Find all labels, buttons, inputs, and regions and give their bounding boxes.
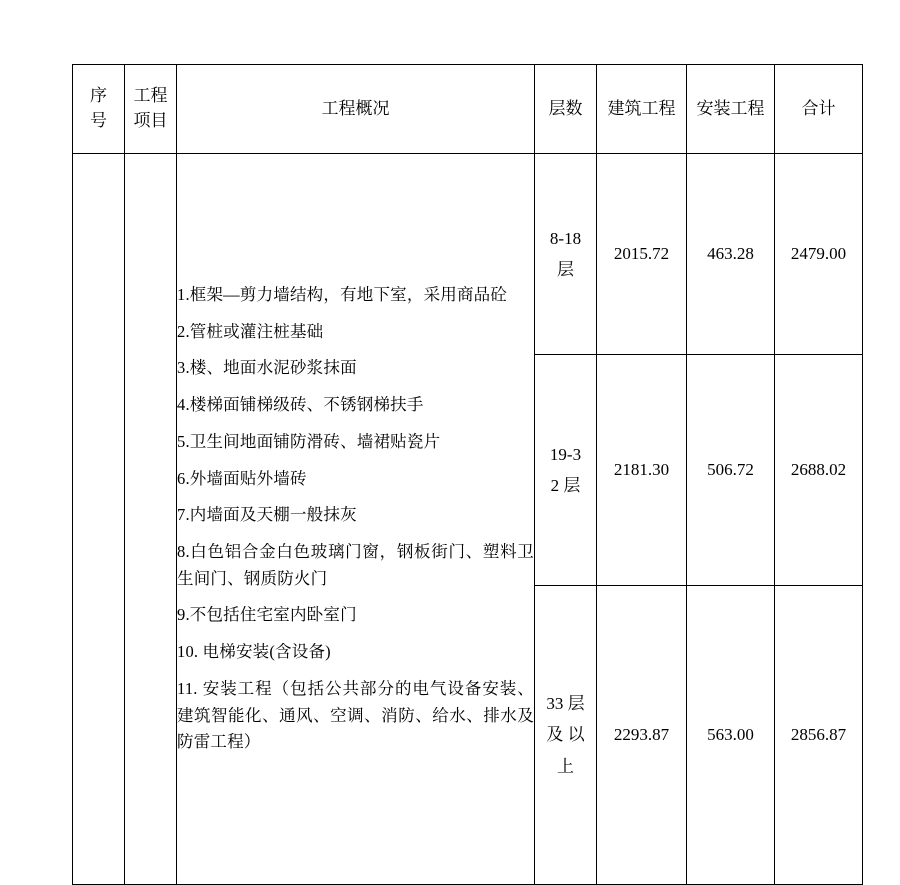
cell-construction-works: 2293.87 [597, 586, 687, 885]
header-project-item-line2: 项目 [133, 111, 168, 130]
floor-label-line2: 层 [557, 260, 574, 279]
cell-construction-works: 2181.30 [597, 355, 687, 586]
header-floor-count: 层数 [535, 65, 597, 154]
engineering-cost-table [72, 64, 863, 885]
header-sequence-number [73, 65, 125, 154]
cell-installation-works: 563.00 [687, 586, 775, 885]
floor-label-line1: 19-3 [549, 444, 582, 464]
cell-total: 2856.87 [775, 586, 863, 885]
header-project-item [125, 65, 177, 154]
header-sequence-number-line2: 号 [90, 111, 107, 130]
list-item: 5.卫生间地面铺防滑砖、墙裙贴瓷片 [177, 431, 441, 451]
floor-label-line2: 及 以 [546, 725, 585, 745]
list-item: 10. 电梯安装(含设备) [177, 642, 331, 662]
cell-total: 2479.00 [775, 154, 863, 355]
cell-construction-works: 2015.72 [597, 154, 687, 355]
floor-label-line3: 上 [557, 756, 574, 776]
floor-label-line1: 8-18 [549, 228, 582, 248]
overview-list [177, 282, 534, 756]
cell-total: 2688.02 [775, 355, 863, 586]
list-item: 1.框架—剪力墙结构，有地下室，采用商品砼 [177, 284, 508, 304]
cell-floor-count [535, 355, 597, 586]
header-project-overview: 工程概况 [177, 65, 535, 154]
list-item: 3.楼、地面水泥砂浆抹面 [177, 358, 357, 378]
cell-floor-count [535, 154, 597, 355]
table-header-row [73, 65, 863, 154]
list-item: 11. 安装工程（包括公共部分的电气设备安装、建筑智能化、通风、空调、消防、给水、排水及防雷工程） [177, 678, 534, 752]
list-item: 8.白色铝合金白色玻璃门窗，钢板街门、塑料卫生间门、钢质防火门 [177, 542, 534, 588]
cell-installation-works: 506.72 [687, 355, 775, 586]
cell-project-item [125, 154, 177, 885]
floor-label-line1: 33 层 [546, 693, 585, 713]
list-item: 4.楼梯面铺梯级砖、不锈钢梯扶手 [177, 395, 424, 415]
list-item: 6.外墙面贴外墙砖 [177, 468, 307, 488]
list-item: 2.管桩或灌注桩基础 [177, 321, 324, 341]
cell-floor-count [535, 586, 597, 885]
table-row [73, 154, 863, 355]
list-item: 9.不包括住宅室内卧室门 [177, 605, 357, 625]
header-total: 合计 [775, 65, 863, 154]
cell-installation-works: 463.28 [687, 154, 775, 355]
list-item: 7.内墙面及天棚一般抹灰 [177, 505, 357, 525]
floor-label-line2: 2 层 [550, 476, 581, 495]
document-sheet [72, 64, 862, 792]
cell-sequence-number [73, 154, 125, 885]
header-project-item-line1: 工程 [133, 86, 168, 106]
cell-project-overview [177, 154, 535, 885]
header-construction-works: 建筑工程 [597, 65, 687, 154]
header-installation-works: 安装工程 [687, 65, 775, 154]
header-sequence-number-line1: 序 [90, 86, 107, 106]
